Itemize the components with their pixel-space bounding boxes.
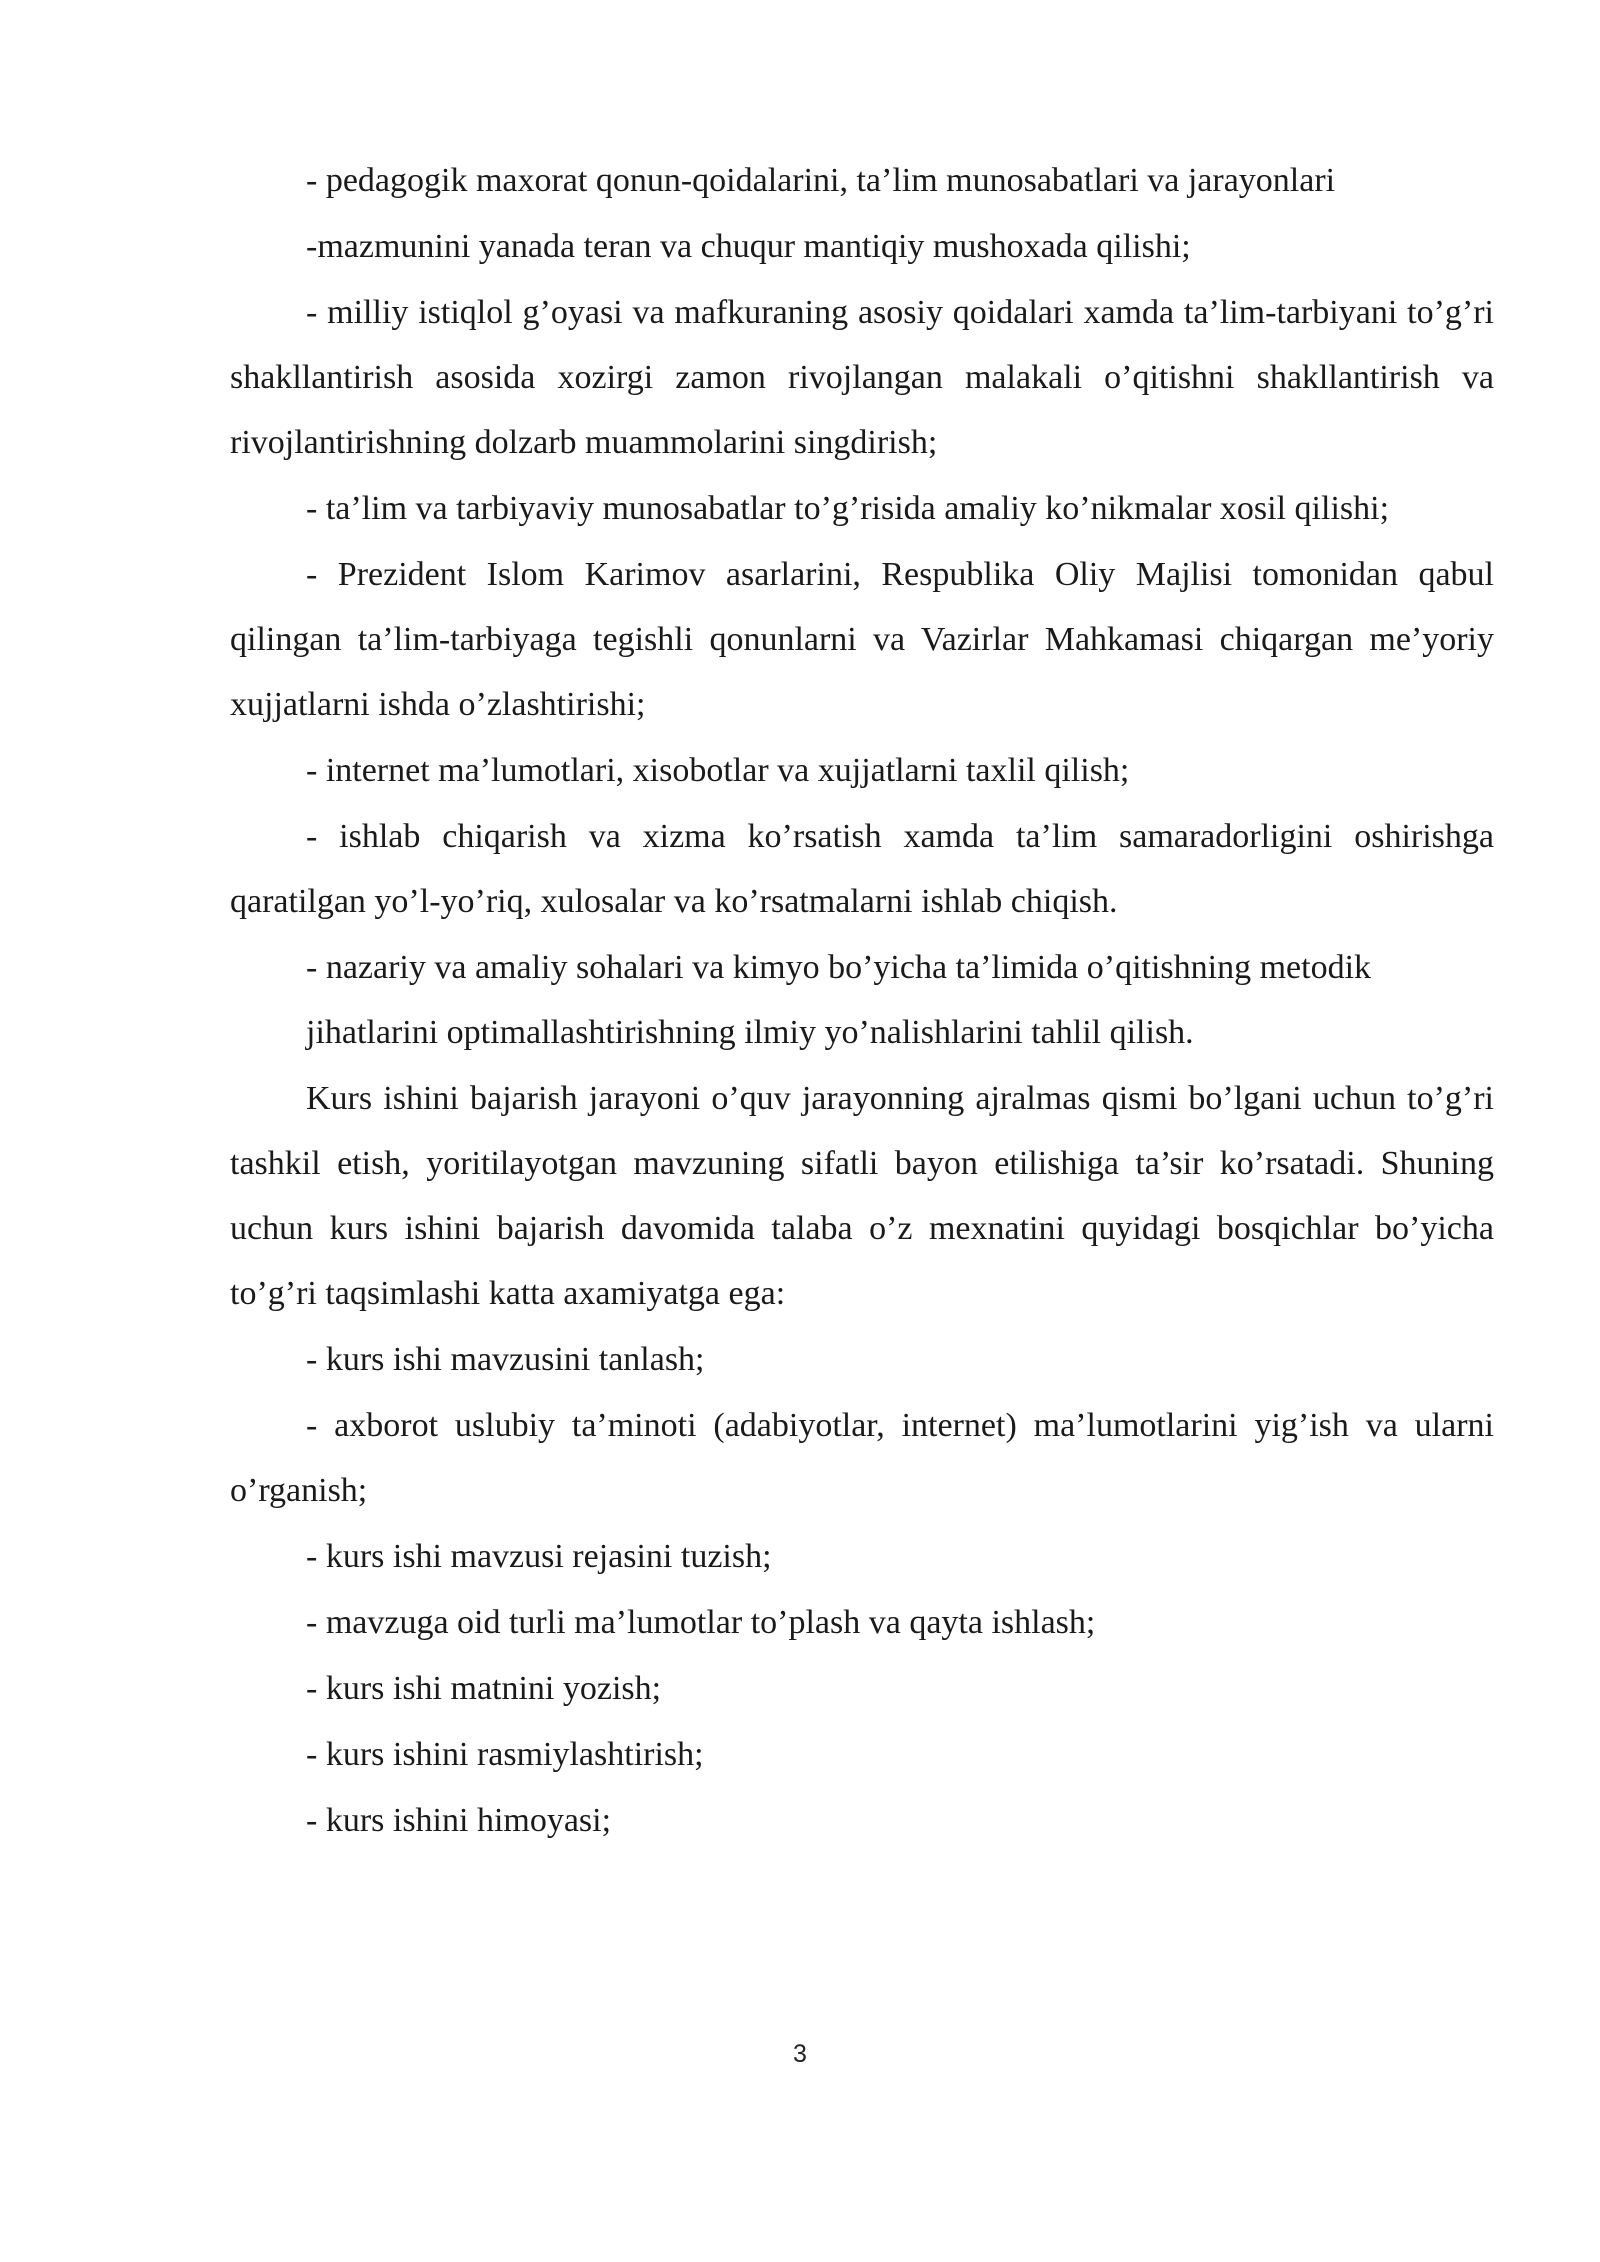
paragraph: - nazariy va amaliy sohalari va kimyo bo’yicha ta’limida o’qitishning metodik jihatlarini optimallashtirishning ilmiy yo’nalishlarini tahlil qilish. <box>306 949 1372 1051</box>
paragraph: -mazmunini yanada teran va chuqur mantiqiy mushoxada qilishi; <box>306 228 1191 265</box>
paragraph: - Prezident Islom Karimov asarlarini, Respublika Oliy Majlisi tomonidan qabul qilingan ta’lim-tarbiyaga tegishli qonunlarni va Vazirlar Mahkamasi chiqargan me’yoriy xujjatlarni ishda o’zlashtirishi; <box>230 556 1494 723</box>
list-item: - kurs ishi matnini yozish; <box>306 1670 662 1707</box>
list-item: - axborot uslubiy ta’minoti (adabiyotlar, internet) ma’lumotlarini yig’ish va ularni o’rganish; <box>230 1407 1494 1509</box>
list-item: - mavzuga oid turli ma’lumotlar to’plash va qayta ishlash; <box>306 1604 1096 1641</box>
paragraph: - ishlab chiqarish va xizma ko’rsatish xamda ta’lim samaradorligini oshirishga qaratilgan yo’l-yo’riq, xulosalar va ko’rsatmalarni ishlab chiqish. <box>230 818 1494 920</box>
list-item: - kurs ishi mavzusini tanlash; <box>306 1341 705 1378</box>
page-number: 3 <box>793 2040 807 2068</box>
list-item: - kurs ishini himoyasi; <box>306 1802 612 1839</box>
paragraph: - ta’lim va tarbiyaviy munosabatlar to’g’risida amaliy ko’nikmalar xosil qilishi; <box>306 490 1390 527</box>
paragraph: - internet ma’lumotlari, xisobotlar va xujjatlarni taxlil qilish; <box>306 752 1130 789</box>
paragraph: Kurs ishini bajarish jarayoni o’quv jarayonning ajralmas qismi bo’lgani uchun to’g’ri tashkil etish, yoritilayotgan mavzuning sifatli bayon etilishiga ta’sir ko’rsatadi. Shuning uchun kurs ishini bajarish davomida talaba o’z mexnatini quyidagi bosqichlar bo’yicha to’g’ri taqsimlashi katta axamiyatga ega: <box>230 1080 1494 1312</box>
list-item: - kurs ishi mavzusi rejasini tuzish; <box>306 1538 772 1575</box>
list-item: - kurs ishini rasmiylashtirish; <box>306 1736 704 1773</box>
paragraph: - milliy istiqlol g’oyasi va mafkuraning asosiy qoidalari xamda ta’lim-tarbiyani to’g’ri shakllantirish asosida xozirgi zamon rivojlangan malakali o’qitishni shakllantirish va rivojlantirishning dolzarb muammolarini singdirish; <box>230 294 1494 461</box>
document-page <box>230 148 1494 1854</box>
paragraph: - pedagogik maxorat qonun-qoidalarini, ta’lim munosabatlari va jarayonlari <box>306 162 1336 199</box>
